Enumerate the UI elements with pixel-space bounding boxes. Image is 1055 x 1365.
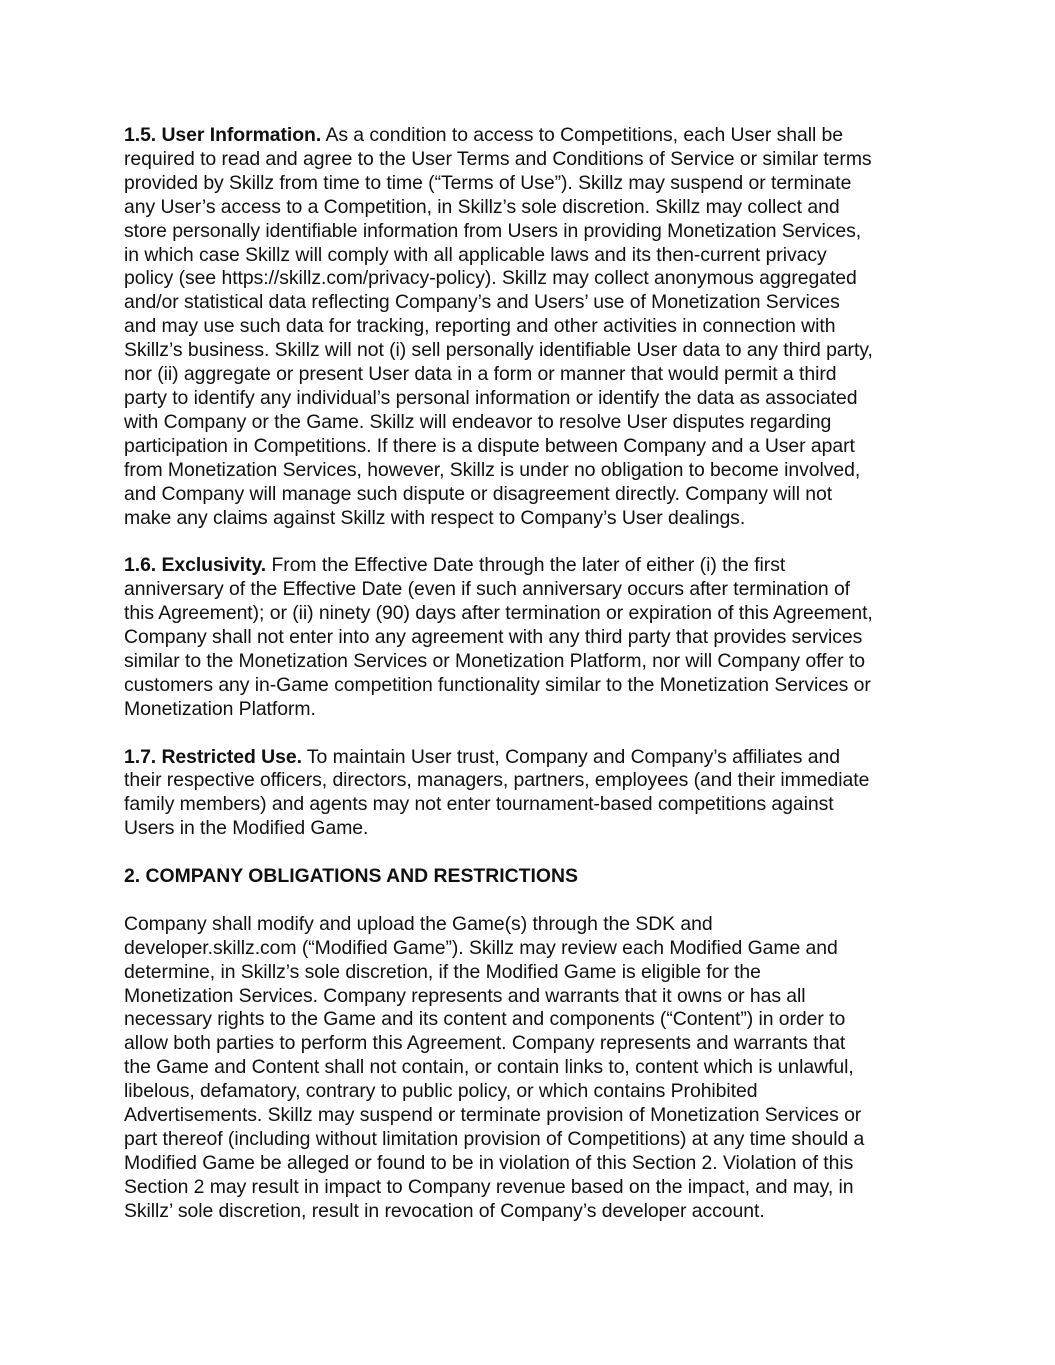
paragraph-line: customers any in-Game competition functionality similar to the Monetization Services or [124, 673, 871, 696]
paragraph-line: policy (see https://skillz.com/privacy-policy). Skillz may collect anonymous aggregated [124, 267, 857, 290]
paragraph-line: 1.6. Exclusivity. From the Effective Date through the later of either (i) the first [124, 554, 786, 577]
paragraph-line: provided by Skillz from time to time (“Terms of Use”). Skillz may suspend or terminate [124, 171, 852, 194]
paragraph-line: similar to the Monetization Services or Monetization Platform, nor will Company offer to [124, 649, 866, 672]
paragraph-line: necessary rights to the Game and its content and components (“Content”) in order to [124, 1008, 846, 1031]
paragraph-line: Section 2 may result in impact to Company revenue based on the impact, and may, in [124, 1175, 854, 1198]
paragraph-line: Monetization Services. Company represents and warrants that it owns or has all [124, 984, 806, 1007]
paragraph-line: required to read and agree to the User Terms and Conditions of Service or similar terms [124, 147, 872, 170]
section-2-body [124, 913, 944, 1224]
paragraph-line: libelous, defamatory, contrary to public policy, or which contains Prohibited [124, 1080, 758, 1103]
paragraph-spacer [124, 530, 944, 554]
paragraph-line: and Company will manage such dispute or disagreement directly. Company will not [124, 482, 833, 505]
section-1-7-restricted-use [124, 746, 944, 842]
document-page [124, 124, 944, 1224]
paragraph-line: in which case Skillz will comply with all applicable laws and its then-current privacy [124, 243, 827, 266]
section-2-heading: 2. COMPANY OBLIGATIONS AND RESTRICTIONS [124, 865, 578, 888]
paragraph-line: store personally identifiable information from Users in providing Monetization Services, [124, 219, 862, 242]
paragraph-line: determine, in Skillz’s sole discretion, if the Modified Game is eligible for the [124, 960, 761, 983]
paragraph-spacer [124, 889, 944, 913]
section-1-5-user-information [124, 124, 944, 530]
paragraph-line: Company shall not enter into any agreement with any third party that provides services [124, 626, 863, 649]
paragraph-line: and/or statistical data reflecting Company’s and Users’ use of Monetization Services [124, 291, 840, 314]
paragraph-line: Skillz’ sole discretion, result in revocation of Company’s developer account. [124, 1199, 765, 1222]
paragraph-line: nor (ii) aggregate or present User data in a form or manner that would permit a third [124, 363, 837, 386]
paragraph-line: part thereof (including without limitation provision of Competitions) at any time should a [124, 1128, 865, 1150]
paragraph-spacer [124, 722, 944, 746]
paragraph-line: developer.skillz.com (“Modified Game”). Skillz may review each Modified Game and [124, 936, 838, 959]
paragraph-line: Users in the Modified Game. [124, 817, 369, 840]
paragraph-line: Advertisements. Skillz may suspend or terminate provision of Monetization Services or [124, 1104, 862, 1127]
section-title: 1.5. User Information. [124, 124, 322, 146]
paragraph-line: Modified Game be alleged or found to be in violation of this Section 2. Violation of this [124, 1151, 854, 1174]
paragraph-line: anniversary of the Effective Date (even if such anniversary occurs after termination of [124, 578, 851, 601]
paragraph-line: this Agreement); or (ii) ninety (90) days after termination or expiration of this Agreement, [124, 602, 873, 625]
paragraph-line: allow both parties to perform this Agreement. Company represents and warrants that [124, 1032, 846, 1055]
paragraph-line: Skillz’s business. Skillz will not (i) sell personally identifiable User data to any third party, [124, 339, 873, 362]
paragraph-line: the Game and Content shall not contain, or contain links to, content which is unlawful, [124, 1056, 854, 1079]
paragraph-line: Company shall modify and upload the Game(s) through the SDK and [124, 912, 713, 935]
paragraph-line: any User’s access to a Competition, in Skillz’s sole discretion. Skillz may collect and [124, 195, 840, 218]
paragraph-line: family members) and agents may not enter tournament-based competitions against [124, 793, 834, 816]
paragraph-line: and may use such data for tracking, reporting and other activities in connection with [124, 315, 836, 338]
paragraph-line: participation in Competitions. If there is a dispute between Company and a User apart [124, 434, 855, 457]
section-title: 1.7. Restricted Use. [124, 745, 302, 768]
paragraph-spacer [124, 841, 944, 865]
paragraph-line: 1.5. User Information. As a condition to access to Competitions, each User shall be [124, 124, 844, 146]
paragraph-line: party to identify any individual’s personal information or identify the data as associated [124, 386, 858, 409]
paragraph-line: make any claims against Skillz with respect to Company’s User dealings. [124, 506, 746, 529]
section-title: 1.6. Exclusivity. [124, 554, 267, 577]
paragraph-line: with Company or the Game. Skillz will endeavor to resolve User disputes regarding [124, 410, 832, 433]
section-1-6-exclusivity [124, 554, 944, 721]
paragraph-line: Monetization Platform. [124, 697, 316, 720]
paragraph-line: 1.7. Restricted Use. To maintain User trust, Company and Company’s affiliates and [124, 745, 840, 768]
paragraph-line: from Monetization Services, however, Skillz is under no obligation to become involved, [124, 458, 861, 481]
paragraph-line: their respective officers, directors, managers, partners, employees (and their immediate [124, 769, 870, 792]
